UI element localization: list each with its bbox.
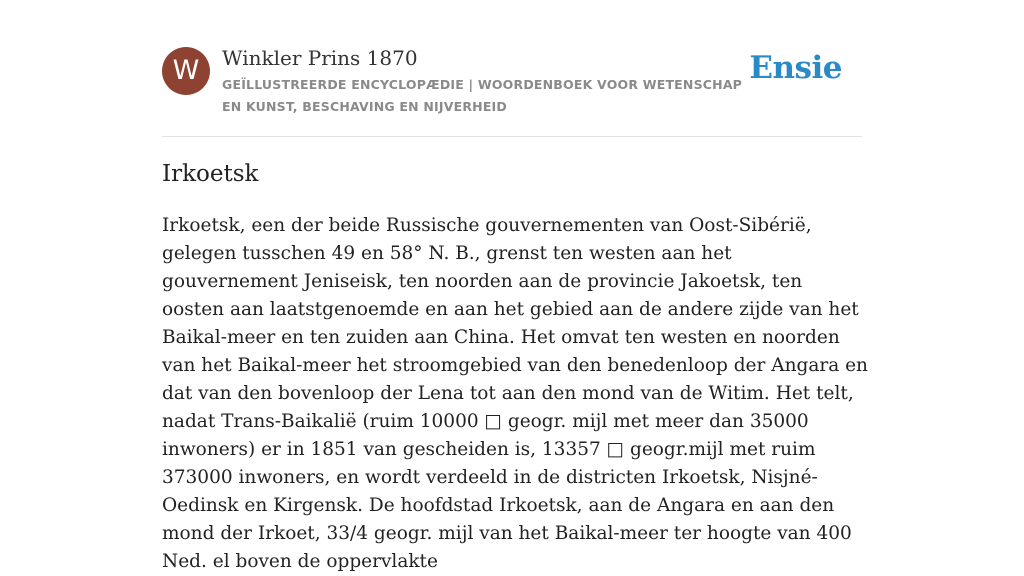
source-title[interactable]: Winkler Prins 1870 xyxy=(222,46,418,70)
source-header xyxy=(162,0,862,137)
source-subtitle: GEÏLLUSTREERDE ENCYCLOPÆDIE | WOORDENBOEK VOOR WETENSCHAP EN KUNST, BESCHAVING EN NIJVERHEID xyxy=(222,77,743,114)
article-body: Irkoetsk, een der beide Russische gouvernementen van Oost-Sibérië, gelegen tusschen 49 en 58° N. B., grenst ten westen aan het gouvernement Jeniseisk, ten noorden aan de provincie Jakoetsk, ten oosten aan laatstgenoemde en aan het gebied aan de andere zijde van het Baikal-meer en ten zuiden aan China. Het omvat ten westen en noorden van het Baikal-meer het stroomgebied van den benedenloop der Angara en dat van den bovenloop der Lena tot aan den mond van de Witim. Het telt, nadat Trans-Baikalië (ruim 10000 □ geogr. mijl met meer dan 35000 inwoners) er in 1851 van gescheiden is, 13357 □ geogr.mijl met ruim 373000 inwoners, en wordt verdeeld in de districten Irkoetsk, Nisjné-Oedinsk en Kirgensk. De hoofdstad Irkoetsk, aan de Angara en aan den mond der Irkoet, 33/4 geogr. mijl van het Baikal-meer ter hoogte van 400 Ned. el boven de oppervlakte xyxy=(162,215,868,572)
brand-logo[interactable]: Ensie xyxy=(749,50,842,86)
source-info xyxy=(222,44,752,118)
source-avatar[interactable]: W xyxy=(162,47,210,95)
page-container xyxy=(162,0,868,572)
article-title: Irkoetsk xyxy=(162,161,259,187)
